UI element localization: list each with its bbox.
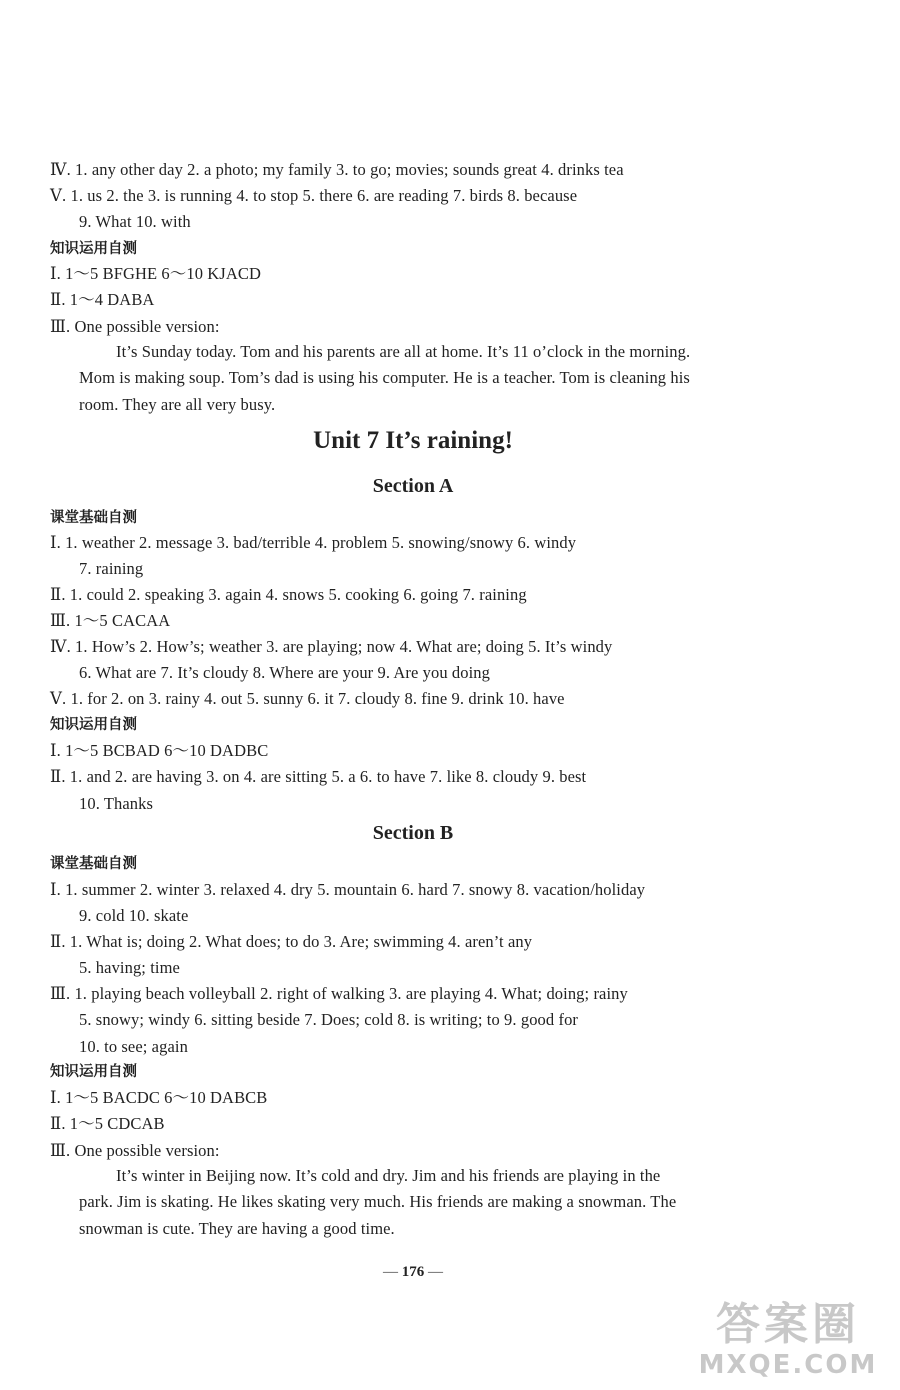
answer-line: Ⅲ. One possible version: [50, 317, 220, 336]
section-heading: 知识运用自测 [50, 241, 137, 257]
essay-line: It’s winter in Beijing now. It’s cold and dry. Jim and his friends are playing in the [116, 1166, 661, 1185]
watermark-bottom: MXQE.COM [698, 1350, 878, 1380]
section-heading: 课堂基础自测 [50, 856, 137, 872]
answer-line: Ⅳ. 1. any other day 2. a photo; my family 3. to go; movies; sounds great 4. drinks tea [50, 160, 624, 179]
unit-title: Unit 7 It’s raining! [313, 427, 513, 454]
dash-right: — [424, 1264, 443, 1280]
answer-line: Ⅱ. 1～5 CDCAB [50, 1114, 165, 1133]
essay-line: snowman is cute. They are having a good time. [79, 1219, 395, 1238]
watermark-logo [688, 1300, 888, 1385]
answer-line: Ⅴ. 1. us 2. the 3. is running 4. to stop 5. there 6. are reading 7. birds 8. because [50, 186, 578, 205]
answer-line: 6. What are 7. It’s cloudy 8. Where are your 9. Are you doing [79, 663, 491, 682]
answer-line: Ⅱ. 1～4 DABA [50, 290, 155, 309]
answer-line: Ⅰ. 1～5 BCBAD 6～10 DADBC [50, 741, 269, 760]
page-number-value: 176 [401, 1264, 425, 1280]
section-heading: 知识运用自测 [50, 717, 137, 733]
section-heading: 课堂基础自测 [50, 510, 137, 526]
answer-line: Ⅰ. 1～5 BFGHE 6～10 KJACD [50, 264, 261, 283]
page-number [0, 1262, 826, 1282]
section-title-b: Section B [372, 822, 454, 844]
dash-left: — [383, 1264, 402, 1280]
answer-line: Ⅱ. 1. could 2. speaking 3. again 4. snows 5. cooking 6. going 7. raining [50, 585, 527, 604]
essay-line: park. Jim is skating. He likes skating very much. His friends are making a snowman. The [79, 1192, 677, 1211]
section-title-a: Section A [372, 475, 454, 497]
essay-line: room. They are all very busy. [79, 395, 276, 414]
answer-line: 9. What 10. with [79, 212, 191, 231]
answer-line: Ⅰ. 1～5 BACDC 6～10 DABCB [50, 1088, 268, 1107]
answer-line: 5. having; time [79, 958, 180, 977]
watermark-top: 答案圈 [716, 1299, 860, 1350]
answer-line: 5. snowy; windy 6. sitting beside 7. Does; cold 8. is writing; to 9. good for [79, 1010, 579, 1029]
answer-line: Ⅳ. 1. How’s 2. How’s; weather 3. are playing; now 4. What are; doing 5. It’s windy [50, 637, 613, 656]
answer-line: Ⅰ. 1. weather 2. message 3. bad/terrible 4. problem 5. snowing/snowy 6. windy [50, 533, 577, 552]
answer-line: Ⅲ. One possible version: [50, 1141, 220, 1160]
essay-line: It’s Sunday today. Tom and his parents are all at home. It’s 11 o’clock in the morning. [116, 342, 691, 361]
answer-line: Ⅱ. 1. and 2. are having 3. on 4. are sitting 5. a 6. to have 7. like 8. cloudy 9. best [50, 767, 587, 786]
answer-line: Ⅴ. 1. for 2. on 3. rainy 4. out 5. sunny 6. it 7. cloudy 8. fine 9. drink 10. have [50, 689, 565, 708]
section-heading: 知识运用自测 [50, 1064, 137, 1080]
answer-line: Ⅲ. 1. playing beach volleyball 2. right of walking 3. are playing 4. What; doing; rainy [50, 984, 628, 1003]
essay-line: Mom is making soup. Tom’s dad is using his computer. He is a teacher. Tom is cleaning his [79, 368, 690, 387]
answer-line: Ⅱ. 1. What is; doing 2. What does; to do 3. Are; swimming 4. aren’t any [50, 932, 533, 951]
answer-line: Ⅲ. 1～5 CACAA [50, 611, 171, 630]
answer-line: 10. Thanks [79, 794, 154, 813]
answer-line: 7. raining [79, 559, 144, 578]
answer-line: Ⅰ. 1. summer 2. winter 3. relaxed 4. dry 5. mountain 6. hard 7. snowy 8. vacation/holiday [50, 880, 646, 899]
answer-line: 9. cold 10. skate [79, 906, 189, 925]
answer-line: 10. to see; again [79, 1037, 188, 1056]
